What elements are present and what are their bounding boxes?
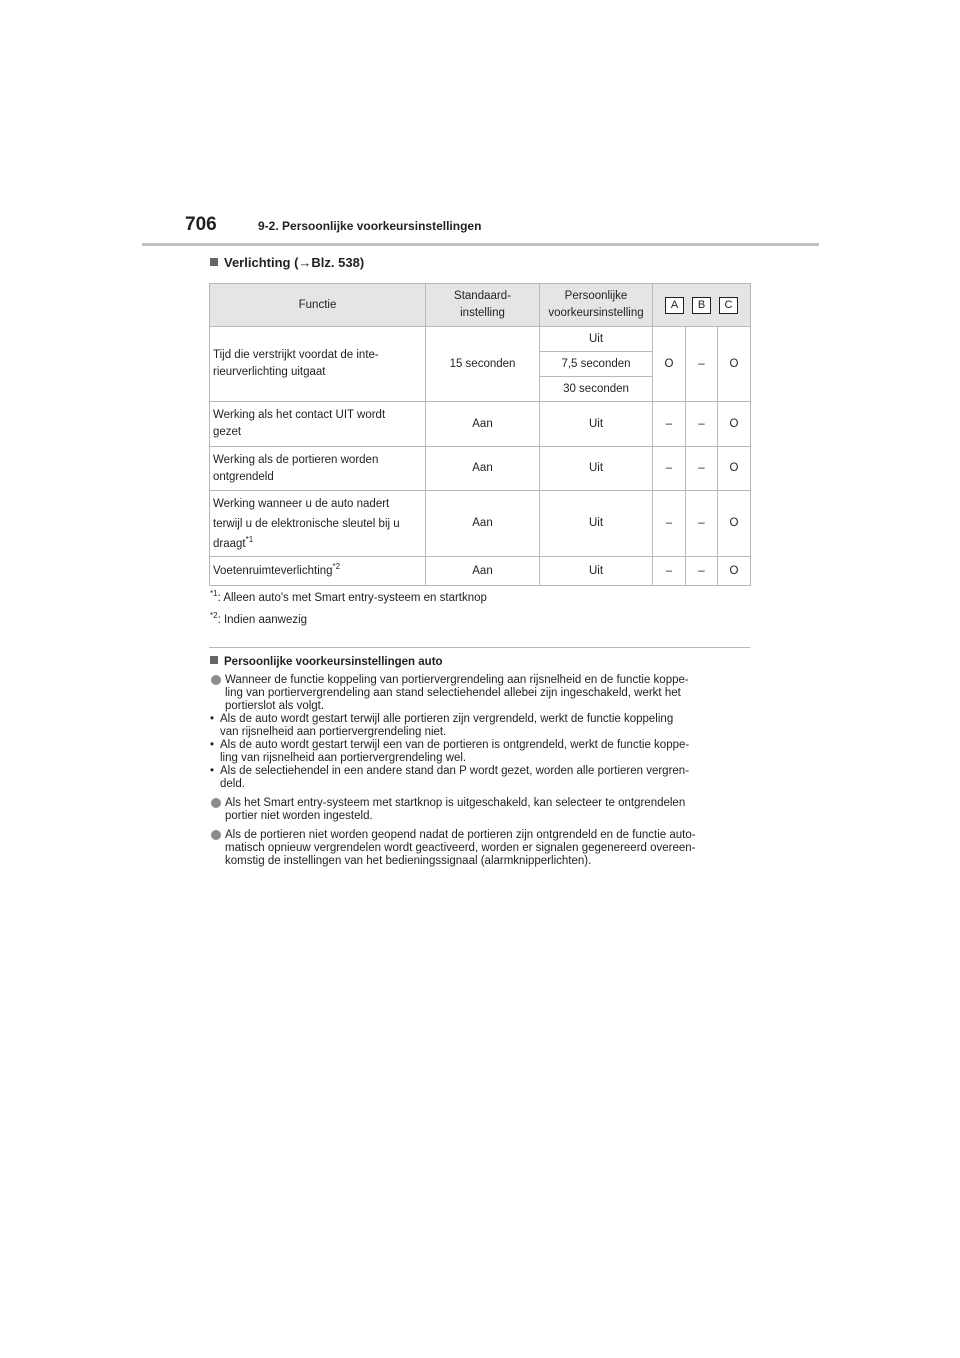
cell-b: – (686, 327, 718, 402)
list-item (210, 674, 755, 791)
header-persoonlijke-line1: Persoonlijke (564, 290, 628, 302)
cell-a: – (653, 402, 686, 447)
list-item (210, 797, 755, 823)
notes-heading (210, 656, 755, 669)
cell-standaard: Aan (426, 402, 540, 447)
notes-divider (209, 647, 750, 648)
cell-a: – (653, 557, 686, 586)
sub-list-item: • Als de selectiehendel in een andere stand dan P wordt gezet, worden alle portieren vergren- deld. (210, 765, 690, 790)
functie-line1: Voetenruimteverlichting (213, 564, 333, 577)
table-row (210, 402, 751, 447)
cell-functie (210, 447, 426, 491)
cell-b: – (686, 557, 718, 586)
bullet-line: Wanneer de functie koppeling van portiervergrendeling aan rijsnelheid en de functie koppe- (225, 674, 689, 686)
square-bullet-icon (210, 656, 218, 664)
cell-standaard: Aan (426, 557, 540, 586)
header-persoonlijke-line2: voorkeursinstelling (548, 307, 644, 319)
sub-line: Als de selectiehendel in een andere stand dan P wordt gezet, worden alle portieren vergren- (220, 765, 690, 777)
notes-section (210, 656, 755, 874)
header-standaard (426, 284, 540, 327)
footnote-mark: *2 (210, 611, 218, 621)
sub-line: Als de auto wordt gestart terwijl alle portieren zijn vergrendeld, werkt de functie koppeling (220, 713, 674, 725)
cell-a: – (653, 491, 686, 557)
footnote-mark: *1 (210, 589, 218, 599)
cell-standaard: Aan (426, 491, 540, 557)
cell-functie (210, 327, 426, 402)
cell-option: 7,5 seconden (540, 352, 653, 377)
header-persoonlijke (540, 284, 653, 327)
sub-line: deld. (220, 778, 245, 790)
circle-bullet-icon (211, 798, 221, 808)
functie-line1: Werking wanneer u de auto nadert (213, 497, 390, 510)
bullet-line: Als het Smart entry-systeem met startknop is uitgeschakeld, kan selecteer te ontgrendelen (225, 797, 686, 809)
bullet-line: Als de portieren niet worden geopend nadat de portieren zijn ontgrendeld en de functie auto- (225, 829, 696, 841)
footnote (210, 611, 487, 626)
footnote (210, 589, 487, 604)
sub-line: Als de auto wordt gestart terwijl een van de portieren is ontgrendeld, werkt de functie koppe- (220, 739, 690, 751)
notes-heading-text: Persoonlijke voorkeursinstellingen auto (224, 656, 443, 668)
functie-line2: ontgrendeld (213, 470, 274, 483)
cell-persoonlijk: Uit (540, 491, 653, 557)
cell-functie (210, 557, 426, 586)
table-header-row (210, 284, 751, 327)
cell-a: O (653, 327, 686, 402)
cell-b: – (686, 402, 718, 447)
cell-option: Uit (540, 327, 653, 352)
bullet-line: matisch opnieuw vergrendelen wordt geactiveerd, worden er signalen gegenereerd overeen- (225, 842, 696, 854)
footnote-ref-2: *2 (332, 561, 341, 571)
cell-standaard: Aan (426, 447, 540, 491)
functie-line2: terwijl u de elektronische sleutel bij u (213, 517, 400, 530)
header-divider (142, 243, 819, 246)
cell-standaard: 15 seconden (426, 327, 540, 402)
sub-list-item: • Als de auto wordt gestart terwijl een van de portieren is ontgrendeld, werkt de functie koppe- ling van rijsnelheid aan portiervergrendeling wel. (210, 739, 690, 764)
functie-line1: Tijd die verstrijkt voordat de inte- (213, 349, 379, 361)
cell-persoonlijk: Uit (540, 557, 653, 586)
cell-functie (210, 402, 426, 447)
header-c: C (719, 297, 738, 314)
footnote-text: : Alleen auto's met Smart entry-systeem en startknop (217, 592, 487, 604)
cell-persoonlijk: Uit (540, 447, 653, 491)
section-heading (210, 255, 364, 270)
cell-option: 30 seconden (540, 377, 653, 402)
list-item (210, 829, 755, 868)
table-row (210, 557, 751, 586)
cell-b: – (686, 491, 718, 557)
circle-bullet-icon (211, 830, 221, 840)
header-standaard-line2: instelling (460, 307, 505, 319)
header-abc (653, 284, 751, 327)
footnotes (210, 589, 487, 636)
bullet-line: portier niet worden ingesteld. (225, 810, 373, 822)
header-a: A (665, 297, 684, 314)
functie-line1: Werking als het contact UIT wordt (213, 409, 386, 421)
functie-line2: rieurverlichting uitgaat (213, 366, 326, 378)
cell-b: – (686, 447, 718, 491)
cell-c: O (718, 491, 751, 557)
sub-list (210, 713, 755, 791)
footnote-ref-1: *1 (245, 534, 254, 544)
table-row (210, 447, 751, 491)
cell-functie (210, 491, 426, 557)
cell-a: – (653, 447, 686, 491)
sub-line: ling van rijsnelheid aan portiervergrendeling wel. (220, 752, 467, 764)
sub-line: van rijsnelheid aan portiervergrendeling niet. (220, 726, 447, 738)
cell-c: O (718, 557, 751, 586)
section-title: 9-2. Persoonlijke voorkeursinstellingen (258, 219, 482, 233)
settings-table (209, 283, 751, 586)
functie-line1: Werking als de portieren worden (213, 453, 379, 466)
sub-list-item: • Als de auto wordt gestart terwijl alle portieren zijn vergrendeld, werkt de functie koppeling van rijsnelheid aan portiervergrendeling niet. (210, 713, 674, 738)
cell-c: O (718, 402, 751, 447)
page-number: 706 (185, 214, 217, 235)
header-b: B (692, 297, 711, 314)
table-row (210, 327, 751, 352)
bullet-line: portierslot als volgt. (225, 700, 325, 712)
functie-line3: draagt (213, 537, 246, 550)
cell-c: O (718, 447, 751, 491)
header-functie: Functie (210, 284, 426, 327)
cell-c: O (718, 327, 751, 402)
square-bullet-icon (210, 258, 218, 266)
circle-bullet-icon (211, 675, 221, 685)
header-standaard-line1: Standaard- (454, 290, 511, 302)
cell-persoonlijk: Uit (540, 402, 653, 447)
bullet-line: komstig de instellingen van het bedieningssignaal (alarmknipperlichten). (225, 855, 592, 867)
bullet-line: ling van portiervergrendeling aan stand selectiehendel allebei zijn ingeschakeld, werkt het (225, 687, 681, 699)
section-heading-text: Verlichting (→Blz. 538) (224, 255, 365, 270)
table-row (210, 491, 751, 557)
footnote-text: : Indien aanwezig (217, 614, 308, 626)
functie-line2: gezet (213, 426, 242, 438)
